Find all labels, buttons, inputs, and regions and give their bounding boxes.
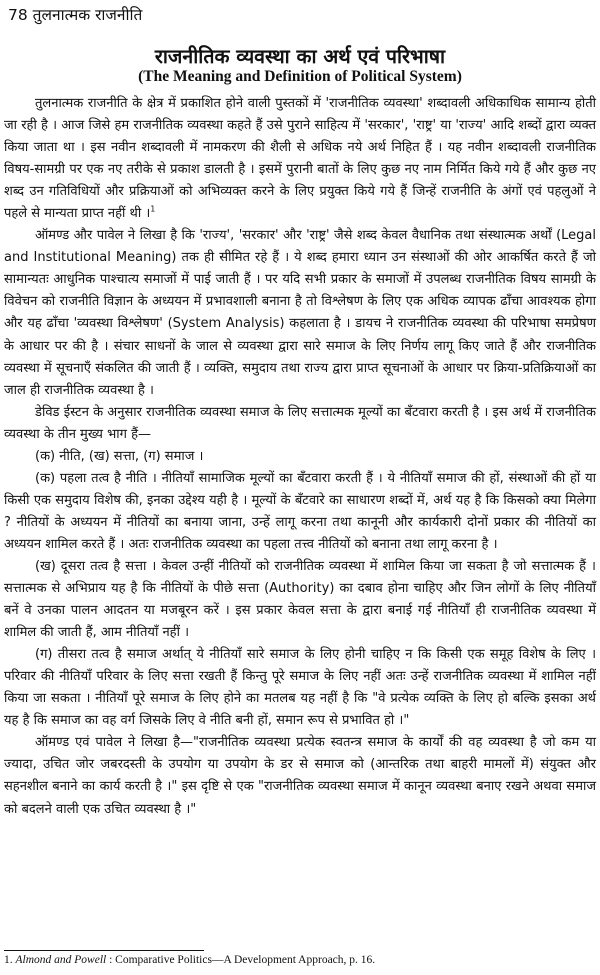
- paragraph-almond-powell: ऑमण्ड और पावेल ने लिखा है कि 'राज्य', 'सरकार' और 'राष्ट्र' जैसे शब्द केवल वैधानिक तथा संस्थात्मक अर्थों (Legal and Institutional Meaning) तक ही सीमित रहे हैं । ये शब्द हमारा ध्यान उन संस्थाओं की ओर आकर्षित करते हैं जो सामान्यतः आधुनिक पाश्चात्य समाजों में पाई जाती हैं । पर यदि सभी प्रकार के समाजों में उपलब्ध राजनीतिक विषय सामग्री के विवेचन को राजनीति विज्ञान के अध्ययन में प्रभावशाली बनाना है तो विश्लेषण के लिए एक अधिक व्यापक ढाँचा आवश्यक होगा और यह ढाँचा 'व्यवस्था विश्लेषण' (System Analysis) कहलाता है । डायच ने राजनीतिक व्यवस्था की परिभाषा समप्रेषण के आधार पर की है । संचार साधनों के जाल से व्यवस्था द्वारा सारे समाज के लिए निर्णय लागू किए जाते हैं और राजनीतिक व्यवस्था में सूचनाएँ संकलित की जाती हैं । व्यक्ति, समुदाय तथा राज्य द्वारा प्राप्त सूचनाओं के आधार पर क्रिया-प्रतिक्रियाओं का जाल ही राजनीतिक व्यवस्था है ।: [4, 228, 596, 398]
- footnote-authors: Almond and Powell: [15, 954, 107, 966]
- footnote: [4, 954, 596, 966]
- footnote-number: 1.: [4, 954, 13, 966]
- footnote-rule: [4, 950, 204, 951]
- paragraph-easton: डेविड ईस्टन के अनुसार राजनीतिक व्यवस्था समाज के लिए सत्तात्मक मूल्यों का बँटवारा करती है । इस अर्थ में राजनीतिक व्यवस्था के तीन मुख्य भाग हैं—: [4, 404, 596, 442]
- footnote-text: : Comparative Politics—A Development Approach, p. 16.: [109, 954, 376, 966]
- page-header: 78 तुलनात्मक राजनीति: [8, 6, 143, 24]
- paragraph-society: (ग) तीसरा तत्व है समाज अर्थात् ये नीतियाँ सारे समाज के लिए होनी चाहिए न कि किसी एक समूह विशेष के लिए । परिवार की नीतियाँ परिवार के लिए सत्ता रखती हैं किन्तु पूरे समाज के लिए नहीं अतः उन्हें राजनीतिक व्यवस्था में शामिल नहीं किया जा सकता । नीतियाँ पूरे समाज के लिए होने का मतलब यह नहीं है कि "वे प्रत्येक व्यक्ति के लिए हो बल्कि इसका अर्थ यह है कि समाज का वह वर्ग जिसके लिए वे नीति बनी हों, समान रूप से प्रभावित हो ।": [4, 647, 596, 729]
- paragraph-text: तुलनात्मक राजनीति के क्षेत्र में प्रकाशित होने वाली पुस्तकों में 'राजनीतिक व्यवस्था' शब्दावली अधिकाधिक सामान्य होती जा रही है । आज जिसे हम राजनीतिक व्यवस्था कहते हैं उसे पुराने साहित्य में 'सरकार', 'राष्ट्र' या 'राज्य' आदि शब्दों द्वारा व्यक्त किया जाता था । इस नवीन शब्दावली में नामकरण की शैली से अधिक नये अर्थ निहित हैं । यह नवीन शब्दावली राजनीतिक विषय-सामग्री पर एक नए तरीके से प्रकाश डालती है । इसमें पुरानी बातों के लिए कुछ नए नाम निर्मित किये गये हैं और कुछ नए शब्द उन गतिविधियों और प्रक्रियाओं को अभिव्यक्त करने के लिए प्रयुक्त किये गये हैं जिन्हें राजनीति के अंगों एवं पहलुओं ने पहले से मान्यता प्राप्त नहीं थी ।: [4, 96, 596, 222]
- body-text: [4, 93, 596, 821]
- paragraph-intro: [4, 93, 596, 225]
- paragraph-policy: (क) पहला तत्व है नीति । नीतियाँ सामाजिक मूल्यों का बँटवारा करती हैं । ये नीतियाँ समाज की हों, संस्थाओं की हों या किसी एक समुदाय विशेष की, इनका उद्देश्य यही है । मूल्यों के बँटवारे का साधारण शब्दों में, अर्थ यह है कि किसको क्या मिलेगा ? नीतियों के अध्ययन में नीतियों का बनाया जाना, उन्हें लागू करना तथा कानूनी और कार्यकारी दोनों प्रकार की नीतियों का अध्ययन शामिल करते हैं । अतः राजनीतिक व्यवस्था का पहला तत्त्व नीतियों को बनाना तथा लागू करना है ।: [4, 470, 596, 552]
- section-subtitle: (The Meaning and Definition of Political System): [138, 68, 462, 85]
- footnote-marker: 1: [150, 204, 156, 214]
- section-title: राजनीतिक व्यवस्था का अर्थ एवं परिभाषा: [154, 45, 446, 68]
- paragraph-authority: (ख) दूसरा तत्व है सत्ता । केवल उन्हीं नीतियों को राजनीतिक व्यवस्था में शामिल किया जा सकता है जो सत्तात्मक हैं । सत्तात्मक से अभिप्राय यह है कि नीतियों के पीछे सत्ता (Authority) का दबाव होना चाहिए और जिन लोगों के लिए नीतियाँ बनें वे उनका पालन आदतन या मजबूरन करें । इस प्रकार केवल सत्ता के द्वारा बनाई गई नीतियाँ ही राजनीतिक व्यवस्था में शामिल की जाती हैं, आम नीतियाँ नहीं ।: [4, 558, 596, 641]
- paragraph-definition: ऑमण्ड एवं पावेल ने लिखा है—"राजनीतिक व्यवस्था प्रत्येक स्वतन्त्र समाज के कार्यों की वह व्यवस्था है जो कम या ज्यादा, उचित जोर जबरदस्ती के उपयोग या उपयोग के डर से समाज को (आन्तरिक तथा बाहरी मामलों में) संयुक्त और सहनशील बनाने का कार्य करती है ।" इस दृष्टि से एक "राजनीतिक व्यवस्था समाज में कानून व्यवस्था बनाए रखने अथवा समाज को बदलने वाली एक उचित व्यवस्था है ।": [4, 735, 596, 817]
- paragraph-three-parts: (क) नीति, (ख) सत्ता, (ग) समाज ।: [35, 448, 204, 464]
